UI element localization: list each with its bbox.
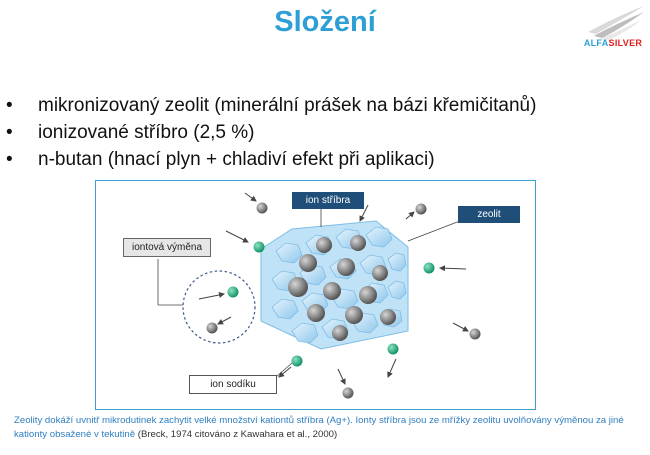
list-item — [6, 92, 536, 119]
bullet-marker: • — [6, 149, 13, 170]
label-silver-ion: ion stříbra — [292, 192, 364, 209]
alfasilver-logo — [578, 2, 648, 54]
bullet-marker: • — [6, 122, 13, 143]
list-item-text: mikronizovaný zeolit (minerální prášek na bázi křemičitanů) — [38, 95, 537, 116]
list-item-text: ionizované stříbro (2,5 %) — [38, 122, 255, 143]
list-item — [6, 146, 536, 173]
composition-list — [6, 92, 536, 173]
bullet-marker: • — [6, 95, 13, 116]
list-item — [6, 119, 536, 146]
logo-text-silver: SILVER — [608, 38, 643, 48]
list-item-text: n-butan (hnací plyn + chladiví efekt při aplikaci) — [38, 149, 435, 170]
slide-title: Složení — [274, 6, 376, 38]
logo-wordmark — [578, 38, 648, 48]
label-zeolite: zeolit — [458, 206, 520, 223]
figure-caption — [14, 414, 644, 441]
ion-exchange-zone — [183, 271, 255, 343]
caption-reference: (Breck, 1974 citováno z Kawahara et al., 2000) — [135, 428, 338, 440]
logo-text-alfa: ALFA — [583, 38, 609, 48]
zeolite-crystal — [261, 221, 408, 349]
label-sodium-ion: ion sodíku — [189, 375, 277, 394]
zeolite-diagram — [95, 180, 536, 410]
label-ion-exchange: iontová výměna — [123, 238, 211, 257]
logo-wing-icon — [578, 2, 648, 42]
caption-text: Zeolity dokáží uvnitř mikrodutinek zachytit velké množství kationtů stříbra (Ag+). Ionty stříbra jsou ze mřížky zeolitu uvolňovány výměnou za jiné kationty obsažené v tekutině — [14, 415, 624, 440]
